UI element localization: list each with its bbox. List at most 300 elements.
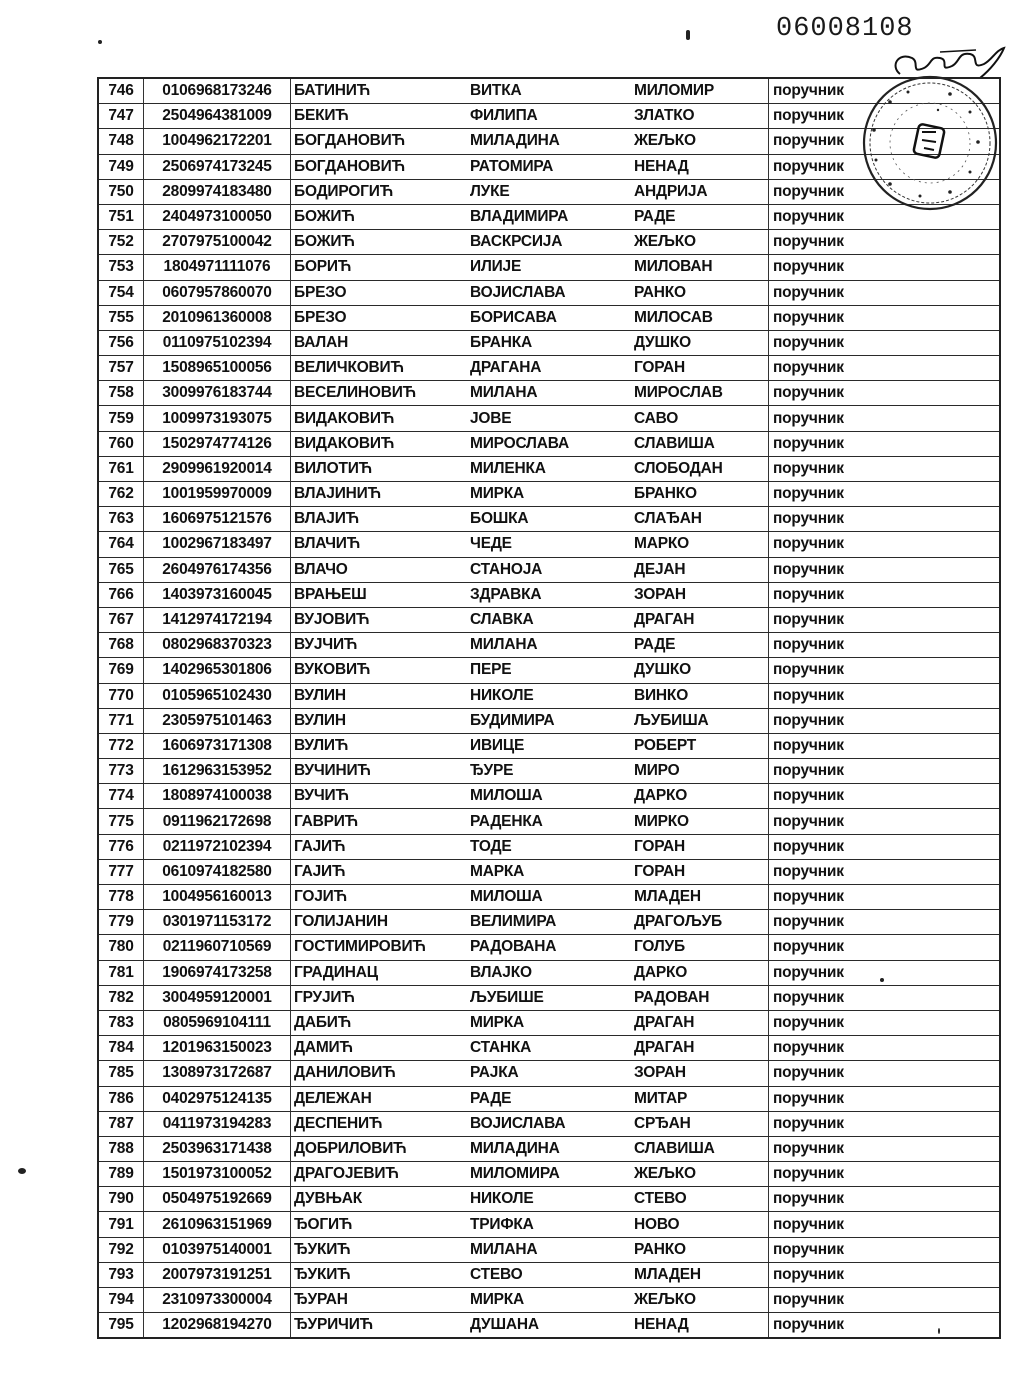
surname: ВИДАКОВИЋ bbox=[291, 406, 471, 431]
rank: поручник bbox=[769, 985, 1001, 1010]
surname: ЂУРАН bbox=[291, 1288, 471, 1313]
personal-id: 0106968173246 bbox=[144, 78, 291, 104]
first-name: САВО bbox=[634, 406, 769, 431]
personal-id: 0402975124135 bbox=[144, 1086, 291, 1111]
first-name: ЖЕЉКО bbox=[634, 1162, 769, 1187]
father-name: ТРИФКА bbox=[470, 1212, 634, 1237]
father-name: ИЛИЈЕ bbox=[470, 255, 634, 280]
rank: поручник bbox=[769, 356, 1001, 381]
document-number: 06008108 bbox=[776, 14, 914, 44]
first-name: ДЕЈАН bbox=[634, 557, 769, 582]
surname: ВУЛИН bbox=[291, 683, 471, 708]
first-name: ДРАГОЉУБ bbox=[634, 910, 769, 935]
surname: ВЛАЧО bbox=[291, 557, 471, 582]
row-number: 766 bbox=[98, 582, 144, 607]
table-row bbox=[98, 154, 1000, 179]
surname: ЂУКИЋ bbox=[291, 1237, 471, 1262]
rank: поручник bbox=[769, 960, 1001, 985]
surname: ДЕЛЕЖАН bbox=[291, 1086, 471, 1111]
first-name: ГОРАН bbox=[634, 834, 769, 859]
rank: поручник bbox=[769, 1262, 1001, 1287]
row-number: 749 bbox=[98, 154, 144, 179]
first-name: АНДРИЈА bbox=[634, 179, 769, 204]
rank: поручник bbox=[769, 633, 1001, 658]
table-row bbox=[98, 1162, 1000, 1187]
surname: ДУВЊАК bbox=[291, 1187, 471, 1212]
table-row bbox=[98, 834, 1000, 859]
personal-id: 0911962172698 bbox=[144, 809, 291, 834]
row-number: 775 bbox=[98, 809, 144, 834]
row-number: 785 bbox=[98, 1061, 144, 1086]
surname: ГОЈИЋ bbox=[291, 885, 471, 910]
row-number: 752 bbox=[98, 230, 144, 255]
row-number: 787 bbox=[98, 1111, 144, 1136]
first-name: СРЂАН bbox=[634, 1111, 769, 1136]
first-name: МИЛОМИР bbox=[634, 78, 769, 104]
personal-id: 0411973194283 bbox=[144, 1111, 291, 1136]
father-name: ЂУРЕ bbox=[470, 759, 634, 784]
table-row bbox=[98, 759, 1000, 784]
father-name: РАДЕ bbox=[470, 1086, 634, 1111]
personal-id: 0802968370323 bbox=[144, 633, 291, 658]
row-number: 783 bbox=[98, 1010, 144, 1035]
first-name: ДРАГАН bbox=[634, 1036, 769, 1061]
first-name: ЖЕЉКО bbox=[634, 1288, 769, 1313]
personal-id: 1403973160045 bbox=[144, 582, 291, 607]
surname: ГАВРИЋ bbox=[291, 809, 471, 834]
table-row bbox=[98, 204, 1000, 229]
personal-id: 2310973300004 bbox=[144, 1288, 291, 1313]
father-name: РАЈКА bbox=[470, 1061, 634, 1086]
personal-id: 0805969104111 bbox=[144, 1010, 291, 1035]
first-name: ЉУБИША bbox=[634, 708, 769, 733]
rank: поручник bbox=[769, 910, 1001, 935]
row-number: 748 bbox=[98, 129, 144, 154]
first-name: МАРКО bbox=[634, 532, 769, 557]
personal-id: 0103975140001 bbox=[144, 1237, 291, 1262]
table-row bbox=[98, 633, 1000, 658]
table-row bbox=[98, 1086, 1000, 1111]
surname: ВЛАЈИНИЋ bbox=[291, 482, 471, 507]
table-row bbox=[98, 658, 1000, 683]
personal-id: 1009973193075 bbox=[144, 406, 291, 431]
table-row bbox=[98, 129, 1000, 154]
father-name: СЛАВКА bbox=[470, 607, 634, 632]
table-row bbox=[98, 1313, 1000, 1339]
father-name: МИЛАНА bbox=[470, 1237, 634, 1262]
personal-id: 1808974100038 bbox=[144, 784, 291, 809]
rank: поручник bbox=[769, 129, 1001, 154]
father-name: РАДОВАНА bbox=[470, 935, 634, 960]
first-name: ГОРАН bbox=[634, 859, 769, 884]
surname: ДРАГОЈЕВИЋ bbox=[291, 1162, 471, 1187]
surname: ВУЛИН bbox=[291, 708, 471, 733]
first-name: ВИНКО bbox=[634, 683, 769, 708]
table-row bbox=[98, 1061, 1000, 1086]
row-number: 788 bbox=[98, 1136, 144, 1161]
table-row bbox=[98, 230, 1000, 255]
table-row bbox=[98, 431, 1000, 456]
row-number: 795 bbox=[98, 1313, 144, 1339]
table-row bbox=[98, 708, 1000, 733]
table-row bbox=[98, 1136, 1000, 1161]
father-name: МИЛАНА bbox=[470, 381, 634, 406]
table-row bbox=[98, 482, 1000, 507]
table-row bbox=[98, 557, 1000, 582]
row-number: 780 bbox=[98, 935, 144, 960]
personal-id: 0610974182580 bbox=[144, 859, 291, 884]
personal-id: 2010961360008 bbox=[144, 305, 291, 330]
rank: поручник bbox=[769, 658, 1001, 683]
row-number: 782 bbox=[98, 985, 144, 1010]
scan-speck bbox=[18, 1168, 26, 1174]
father-name: ДРАГАНА bbox=[470, 356, 634, 381]
rank: поручник bbox=[769, 1288, 1001, 1313]
first-name: НЕНАД bbox=[634, 1313, 769, 1339]
first-name: ЗОРАН bbox=[634, 582, 769, 607]
rank: поручник bbox=[769, 330, 1001, 355]
father-name: ЧЕДЕ bbox=[470, 532, 634, 557]
personal-id: 1501973100052 bbox=[144, 1162, 291, 1187]
first-name: ЗОРАН bbox=[634, 1061, 769, 1086]
table-row bbox=[98, 406, 1000, 431]
table-row bbox=[98, 356, 1000, 381]
row-number: 773 bbox=[98, 759, 144, 784]
personal-id: 0301971153172 bbox=[144, 910, 291, 935]
rank: поручник bbox=[769, 406, 1001, 431]
first-name: БРАНКО bbox=[634, 482, 769, 507]
surname: БОЖИЋ bbox=[291, 230, 471, 255]
father-name: МИЛОША bbox=[470, 784, 634, 809]
surname: ЂУРИЧИЋ bbox=[291, 1313, 471, 1339]
table-row bbox=[98, 1212, 1000, 1237]
first-name: РАДЕ bbox=[634, 633, 769, 658]
first-name: ГОРАН bbox=[634, 356, 769, 381]
scan-speck bbox=[98, 40, 102, 44]
row-number: 791 bbox=[98, 1212, 144, 1237]
first-name: МЛАДЕН bbox=[634, 885, 769, 910]
row-number: 756 bbox=[98, 330, 144, 355]
personal-id: 0110975102394 bbox=[144, 330, 291, 355]
rank: поручник bbox=[769, 1086, 1001, 1111]
first-name: МИРО bbox=[634, 759, 769, 784]
table-row bbox=[98, 935, 1000, 960]
rank: поручник bbox=[769, 834, 1001, 859]
surname: БРЕЗО bbox=[291, 280, 471, 305]
row-number: 794 bbox=[98, 1288, 144, 1313]
rank: поручник bbox=[769, 1111, 1001, 1136]
first-name: МИТАР bbox=[634, 1086, 769, 1111]
first-name: СЛАЂАН bbox=[634, 507, 769, 532]
surname: БАТИНИЋ bbox=[291, 78, 471, 104]
table-row bbox=[98, 532, 1000, 557]
roster-body bbox=[98, 78, 1000, 1338]
personal-id: 1508965100056 bbox=[144, 356, 291, 381]
table-row bbox=[98, 582, 1000, 607]
first-name: ГОЛУБ bbox=[634, 935, 769, 960]
father-name: ЛУКЕ bbox=[470, 179, 634, 204]
father-name: НИКОЛЕ bbox=[470, 1187, 634, 1212]
first-name: ЗЛАТКО bbox=[634, 104, 769, 129]
father-name: МИЛАНА bbox=[470, 633, 634, 658]
first-name: ДРАГАН bbox=[634, 1010, 769, 1035]
surname: ГОЛИЈАНИН bbox=[291, 910, 471, 935]
father-name: РАДЕНКА bbox=[470, 809, 634, 834]
personal-id: 2506974173245 bbox=[144, 154, 291, 179]
first-name: ДУШКО bbox=[634, 330, 769, 355]
personal-id: 2404973100050 bbox=[144, 204, 291, 229]
surname: БРЕЗО bbox=[291, 305, 471, 330]
first-name: СЛАВИША bbox=[634, 431, 769, 456]
rank: поручник bbox=[769, 204, 1001, 229]
table-row bbox=[98, 330, 1000, 355]
first-name: РАДЕ bbox=[634, 204, 769, 229]
row-number: 758 bbox=[98, 381, 144, 406]
rank: поручник bbox=[769, 154, 1001, 179]
first-name: РОБЕРТ bbox=[634, 733, 769, 758]
row-number: 776 bbox=[98, 834, 144, 859]
row-number: 792 bbox=[98, 1237, 144, 1262]
row-number: 753 bbox=[98, 255, 144, 280]
surname: ЂУКИЋ bbox=[291, 1262, 471, 1287]
row-number: 751 bbox=[98, 204, 144, 229]
surname: ВИДАКОВИЋ bbox=[291, 431, 471, 456]
first-name: ДУШКО bbox=[634, 658, 769, 683]
row-number: 768 bbox=[98, 633, 144, 658]
father-name: ВОЈИСЛАВА bbox=[470, 1111, 634, 1136]
table-row bbox=[98, 78, 1000, 104]
row-number: 777 bbox=[98, 859, 144, 884]
first-name: ДАРКО bbox=[634, 960, 769, 985]
surname: ВАЛАН bbox=[291, 330, 471, 355]
surname: БОГДАНОВИЋ bbox=[291, 154, 471, 179]
table-row bbox=[98, 255, 1000, 280]
first-name: ДРАГАН bbox=[634, 607, 769, 632]
personal-id: 1804971111076 bbox=[144, 255, 291, 280]
scan-speck bbox=[686, 30, 690, 40]
rank: поручник bbox=[769, 582, 1001, 607]
personal-id: 2909961920014 bbox=[144, 456, 291, 481]
rank: поручник bbox=[769, 683, 1001, 708]
rank: поручник bbox=[769, 1237, 1001, 1262]
table-row bbox=[98, 809, 1000, 834]
table-row bbox=[98, 910, 1000, 935]
personal-id: 1002967183497 bbox=[144, 532, 291, 557]
surname: ВУЧИЋ bbox=[291, 784, 471, 809]
father-name: ВОЈИСЛАВА bbox=[470, 280, 634, 305]
personal-id: 1612963153952 bbox=[144, 759, 291, 784]
row-number: 772 bbox=[98, 733, 144, 758]
personal-id: 1906974173258 bbox=[144, 960, 291, 985]
personal-id: 1004962172201 bbox=[144, 129, 291, 154]
table-row bbox=[98, 733, 1000, 758]
row-number: 763 bbox=[98, 507, 144, 532]
father-name: МИЛОША bbox=[470, 885, 634, 910]
father-name: БОШКА bbox=[470, 507, 634, 532]
table-row bbox=[98, 960, 1000, 985]
surname: ВУКОВИЋ bbox=[291, 658, 471, 683]
surname: ВУЛИЋ bbox=[291, 733, 471, 758]
first-name: СЛОБОДАН bbox=[634, 456, 769, 481]
first-name: МИЛОСАВ bbox=[634, 305, 769, 330]
rank: поручник bbox=[769, 1187, 1001, 1212]
roster-table bbox=[97, 77, 1001, 1339]
personal-id: 1001959970009 bbox=[144, 482, 291, 507]
surname: ДАНИЛОВИЋ bbox=[291, 1061, 471, 1086]
personal-id: 2305975101463 bbox=[144, 708, 291, 733]
father-name: ИВИЦЕ bbox=[470, 733, 634, 758]
table-row bbox=[98, 1288, 1000, 1313]
rank: поручник bbox=[769, 1162, 1001, 1187]
rank: поручник bbox=[769, 809, 1001, 834]
row-number: 755 bbox=[98, 305, 144, 330]
personal-id: 3004959120001 bbox=[144, 985, 291, 1010]
surname: ВЕСЕЛИНОВИЋ bbox=[291, 381, 471, 406]
father-name: РАТОМИРА bbox=[470, 154, 634, 179]
surname: ГРАДИНАЦ bbox=[291, 960, 471, 985]
surname: ДОБРИЛОВИЋ bbox=[291, 1136, 471, 1161]
first-name: РАДОВАН bbox=[634, 985, 769, 1010]
surname: БЕКИЋ bbox=[291, 104, 471, 129]
rank: поручник bbox=[769, 557, 1001, 582]
rank: поручник bbox=[769, 708, 1001, 733]
row-number: 771 bbox=[98, 708, 144, 733]
rank: поручник bbox=[769, 784, 1001, 809]
row-number: 789 bbox=[98, 1162, 144, 1187]
rank: поручник bbox=[769, 179, 1001, 204]
first-name: МИЛОВАН bbox=[634, 255, 769, 280]
rank: поручник bbox=[769, 1313, 1001, 1339]
table-row bbox=[98, 1036, 1000, 1061]
personal-id: 3009976183744 bbox=[144, 381, 291, 406]
father-name: ВЕЛИМИРА bbox=[470, 910, 634, 935]
rank: поручник bbox=[769, 935, 1001, 960]
surname: ВУЈОВИЋ bbox=[291, 607, 471, 632]
row-number: 778 bbox=[98, 885, 144, 910]
surname: ДЕСПЕНИЋ bbox=[291, 1111, 471, 1136]
father-name: МИЛЕНКА bbox=[470, 456, 634, 481]
table-row bbox=[98, 1111, 1000, 1136]
surname: ВЛАЧИЋ bbox=[291, 532, 471, 557]
first-name: СЛАВИША bbox=[634, 1136, 769, 1161]
personal-id: 1201963150023 bbox=[144, 1036, 291, 1061]
father-name: БУДИМИРА bbox=[470, 708, 634, 733]
row-number: 779 bbox=[98, 910, 144, 935]
surname: ВУЈЧИЋ bbox=[291, 633, 471, 658]
personal-id: 1308973172687 bbox=[144, 1061, 291, 1086]
table-row bbox=[98, 607, 1000, 632]
rank: поручник bbox=[769, 1010, 1001, 1035]
father-name: ВАСКРСИЈА bbox=[470, 230, 634, 255]
surname: ВУЧИНИЋ bbox=[291, 759, 471, 784]
personal-id: 1412974172194 bbox=[144, 607, 291, 632]
surname: ГАЈИЋ bbox=[291, 834, 471, 859]
surname: БОЖИЋ bbox=[291, 204, 471, 229]
father-name: МИЛАДИНА bbox=[470, 129, 634, 154]
personal-id: 1402965301806 bbox=[144, 658, 291, 683]
father-name: ПЕРЕ bbox=[470, 658, 634, 683]
table-row bbox=[98, 179, 1000, 204]
father-name: ДУШАНА bbox=[470, 1313, 634, 1339]
rank: поручник bbox=[769, 280, 1001, 305]
father-name: ТОДЕ bbox=[470, 834, 634, 859]
surname: БОДИРОГИЋ bbox=[291, 179, 471, 204]
first-name: ДАРКО bbox=[634, 784, 769, 809]
rank: поручник bbox=[769, 305, 1001, 330]
rank: поручник bbox=[769, 733, 1001, 758]
father-name: МИРОСЛАВА bbox=[470, 431, 634, 456]
father-name: МИЛОМИРА bbox=[470, 1162, 634, 1187]
father-name: МИРКА bbox=[470, 1010, 634, 1035]
row-number: 767 bbox=[98, 607, 144, 632]
father-name: МИЛАДИНА bbox=[470, 1136, 634, 1161]
row-number: 762 bbox=[98, 482, 144, 507]
row-number: 747 bbox=[98, 104, 144, 129]
father-name: ФИЛИПА bbox=[470, 104, 634, 129]
row-number: 770 bbox=[98, 683, 144, 708]
rank: поручник bbox=[769, 230, 1001, 255]
personal-id: 1004956160013 bbox=[144, 885, 291, 910]
rank: поручник bbox=[769, 431, 1001, 456]
personal-id: 2610963151969 bbox=[144, 1212, 291, 1237]
rank: поручник bbox=[769, 1212, 1001, 1237]
rank: поручник bbox=[769, 255, 1001, 280]
surname: БОРИЋ bbox=[291, 255, 471, 280]
table-row bbox=[98, 885, 1000, 910]
personal-id: 2504964381009 bbox=[144, 104, 291, 129]
rank: поручник bbox=[769, 885, 1001, 910]
rank: поручник bbox=[769, 78, 1001, 104]
rank: поручник bbox=[769, 859, 1001, 884]
first-name: НОВО bbox=[634, 1212, 769, 1237]
table-row bbox=[98, 305, 1000, 330]
rank: поручник bbox=[769, 607, 1001, 632]
table-row bbox=[98, 1187, 1000, 1212]
first-name: СТЕВО bbox=[634, 1187, 769, 1212]
surname: ГАЈИЋ bbox=[291, 859, 471, 884]
table-row bbox=[98, 507, 1000, 532]
rank: поручник bbox=[769, 507, 1001, 532]
table-row bbox=[98, 784, 1000, 809]
father-name: ЈОВЕ bbox=[470, 406, 634, 431]
row-number: 746 bbox=[98, 78, 144, 104]
rank: поручник bbox=[769, 1036, 1001, 1061]
rank: поручник bbox=[769, 1061, 1001, 1086]
table-row bbox=[98, 1262, 1000, 1287]
rank: поручник bbox=[769, 456, 1001, 481]
table-row bbox=[98, 280, 1000, 305]
table-row bbox=[98, 859, 1000, 884]
table-row bbox=[98, 985, 1000, 1010]
personal-id: 0105965102430 bbox=[144, 683, 291, 708]
table-row bbox=[98, 1010, 1000, 1035]
surname: ВЛАЈИЋ bbox=[291, 507, 471, 532]
personal-id: 2604976174356 bbox=[144, 557, 291, 582]
surname: ДАМИЋ bbox=[291, 1036, 471, 1061]
row-number: 761 bbox=[98, 456, 144, 481]
rank: поручник bbox=[769, 381, 1001, 406]
first-name: ЖЕЉКО bbox=[634, 230, 769, 255]
table-row bbox=[98, 683, 1000, 708]
father-name: СТАНКА bbox=[470, 1036, 634, 1061]
personal-id: 0211972102394 bbox=[144, 834, 291, 859]
personal-id: 2809974183480 bbox=[144, 179, 291, 204]
father-name: ВЛАДИМИРА bbox=[470, 204, 634, 229]
father-name: БРАНКА bbox=[470, 330, 634, 355]
rank: поручник bbox=[769, 532, 1001, 557]
personal-id: 0607957860070 bbox=[144, 280, 291, 305]
row-number: 750 bbox=[98, 179, 144, 204]
